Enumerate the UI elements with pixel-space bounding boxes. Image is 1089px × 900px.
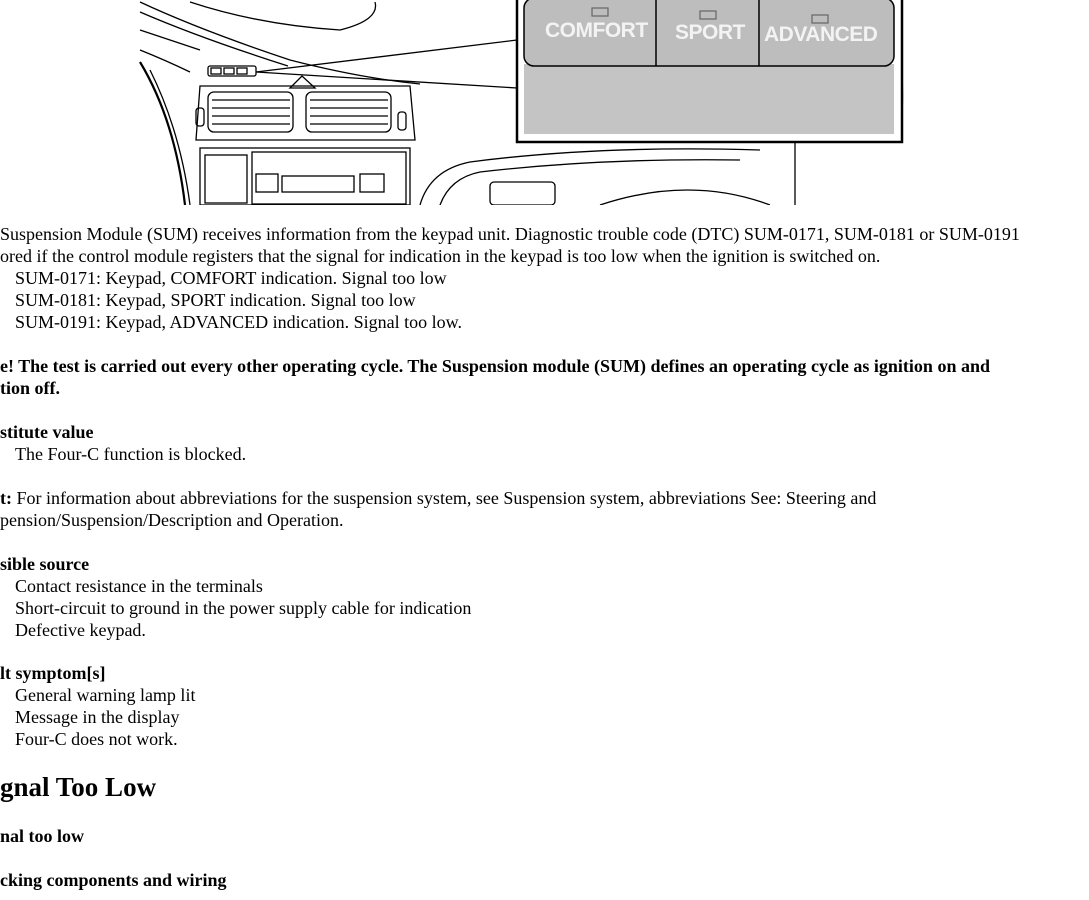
section-subheading: cking components and wiring: [0, 870, 227, 890]
keypad-inset: [517, 0, 902, 142]
keypad-label-sport: SPORT: [675, 21, 745, 44]
fault-symptom-item: Four-C does not work.: [15, 729, 178, 749]
hint-line-2: pension/Suspension/Description and Operation.: [0, 510, 344, 530]
possible-source-heading: sible source: [0, 554, 90, 574]
hint-line-1: [0, 487, 876, 509]
hint-label: t:: [0, 488, 12, 508]
keypad-label-comfort: COMFORT: [545, 19, 648, 42]
keypad-label-advanced: ADVANCED: [764, 23, 878, 46]
intro-line-1: Suspension Module (SUM) receives information from the keypad unit. Diagnostic trouble code (DTC) SUM-0171, SUM-0181 or SUM-0191: [0, 224, 1020, 244]
substitute-value-heading: stitute value: [0, 422, 94, 442]
dtc-list-item: SUM-0181: Keypad, SPORT indication. Signal too low: [15, 290, 416, 310]
hint-text: For information about abbreviations for the suspension system, see Suspension system, abbreviations See: Steering and: [12, 488, 877, 508]
fault-symptoms-heading: lt symptom[s]: [0, 663, 106, 683]
section-subheading: nal too low: [0, 826, 85, 846]
possible-source-item: Contact resistance in the terminals: [15, 576, 263, 596]
substitute-value-item: The Four-C function is blocked.: [15, 444, 247, 464]
dtc-list-item: SUM-0171: Keypad, COMFORT indication. Signal too low: [15, 268, 447, 288]
note-line-1: e! The test is carried out every other operating cycle. The Suspension module (SUM) defines an operating cycle as ignition on and: [0, 356, 990, 376]
possible-source-item: Short-circuit to ground in the power supply cable for indication: [15, 598, 472, 618]
possible-source-item: Defective keypad.: [15, 620, 146, 640]
note-line-2: tion off.: [0, 378, 60, 398]
dtc-list-item: SUM-0191: Keypad, ADVANCED indication. Signal too low.: [15, 312, 462, 332]
fault-symptom-item: General warning lamp lit: [15, 685, 196, 705]
dashboard-keypad-illustration: [0, 0, 1089, 205]
fault-symptom-item: Message in the display: [15, 707, 180, 727]
section-title: gnal Too Low: [0, 772, 157, 802]
intro-line-2: ored if the control module registers that the signal for indication in the keypad is too low when the ignition is switched on.: [0, 246, 881, 266]
